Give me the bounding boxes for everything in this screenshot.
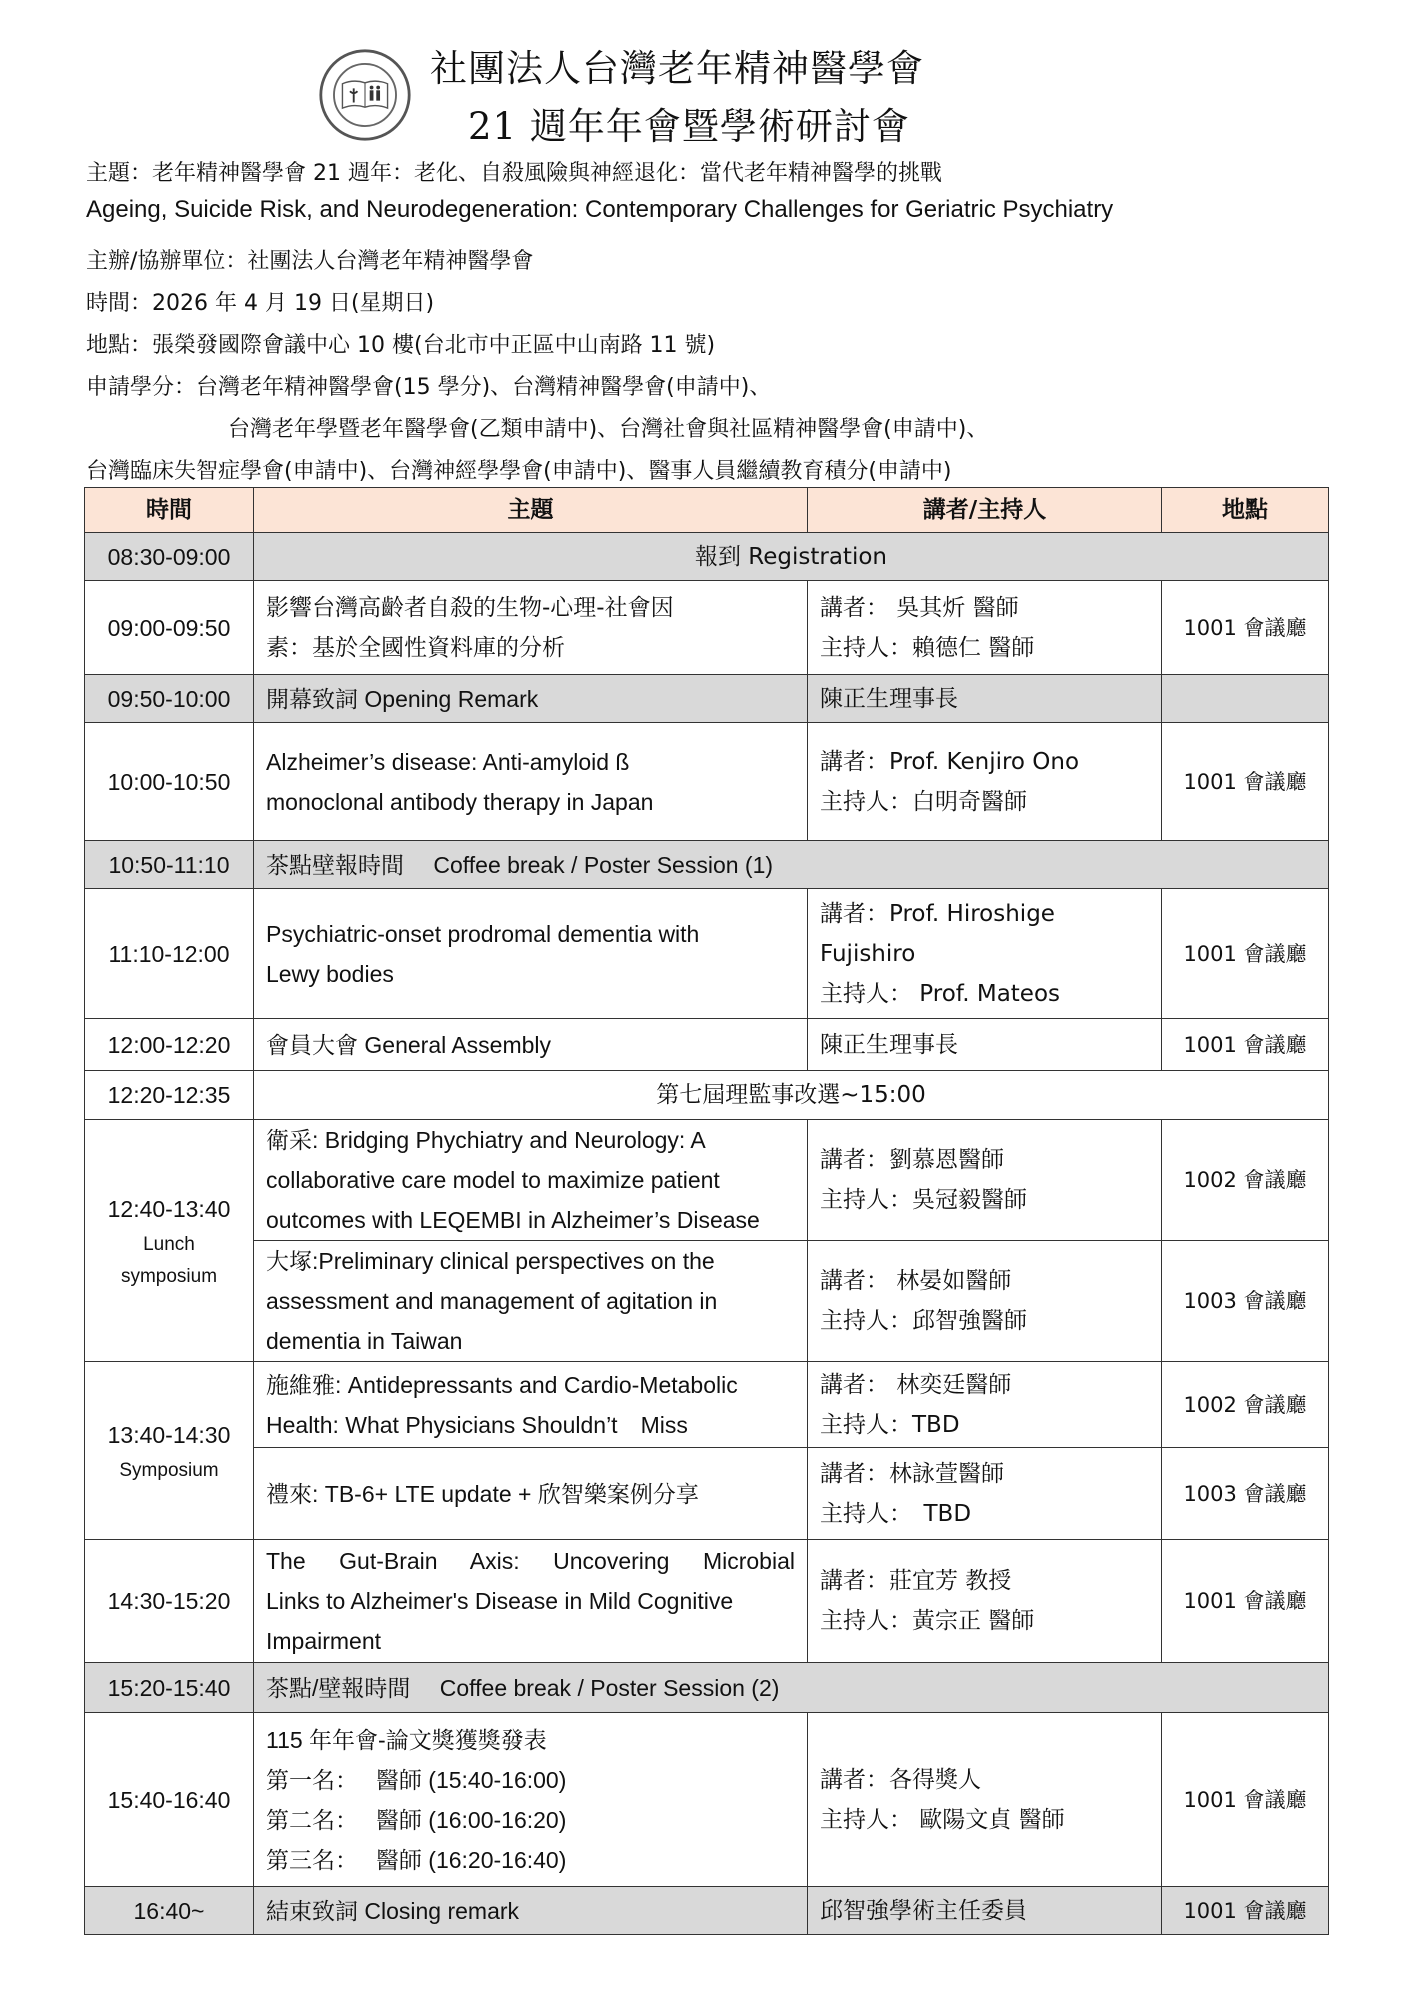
topic-line: 施維雅: Antidepressants and Cardio-Metabolic (266, 1371, 738, 1398)
topic-cell: 報到 Registration (254, 533, 1329, 581)
table-row (85, 675, 1329, 723)
time-range: 12:40-13:40 (107, 1195, 231, 1222)
topic-line: Alzheimer’s disease: Anti-amyloid ß (266, 748, 630, 775)
topic-line: 衛采: Bridging Phychiatry and Neurology: A (266, 1127, 706, 1153)
col-header-topic: 主題 (254, 488, 808, 533)
credits-line-3: 台灣臨床失智症學會(申請中)、台灣神經學學會(申請中)、醫事人員繼續教育積分(申請中) (86, 459, 952, 484)
time-cell: 09:00-09:50 (85, 581, 254, 675)
organizer: 主辦/協辦單位：社團法人台灣老年精神醫學會 (86, 249, 534, 274)
speaker-cell (808, 1448, 1162, 1540)
time-cell: 15:20-15:40 (85, 1663, 254, 1713)
topic-line: monoclonal antibody therapy in Japan (266, 788, 654, 815)
table-row (85, 1019, 1329, 1071)
table-row (85, 1071, 1329, 1120)
location-cell: 1003 會議廳 (1162, 1448, 1329, 1540)
award-third: 第三名： 醫師 (16:20-16:40) (266, 1846, 567, 1873)
speaker: 講者：Prof. Hiroshige (820, 900, 1055, 927)
award-first: 第一名： 醫師 (15:40-16:00) (266, 1766, 567, 1793)
table-header-row (85, 488, 1329, 533)
table-row (85, 533, 1329, 581)
speaker: Fujishiro (820, 940, 916, 967)
time-cell: 12:20-12:35 (85, 1071, 254, 1120)
location-cell: 1001 會議廳 (1162, 581, 1329, 675)
host: 主持人：黃宗正 醫師 (820, 1608, 1035, 1634)
credits-line-1: 申請學分：台灣老年精神醫學會(15 學分)、台灣精神醫學會(申請中)、 (86, 375, 772, 400)
speaker: 講者：Prof. Kenjiro Ono (820, 748, 1080, 775)
topic-line: Psychiatric-onset prodromal dementia with (266, 920, 700, 947)
topic-cell (254, 1120, 808, 1241)
speaker: 講者： 吳其炘 醫師 (820, 594, 1019, 621)
table-row (85, 841, 1329, 889)
topic-line: outcomes with LEQEMBI in Alzheimer’s Disease (266, 1207, 760, 1233)
time-cell: 11:10-12:00 (85, 889, 254, 1019)
speaker-cell (808, 1713, 1162, 1887)
topic-cell: 茶點壁報時間 Coffee break / Poster Session (1) (254, 841, 1329, 889)
col-header-time: 時間 (85, 488, 254, 533)
table-row (85, 1120, 1329, 1241)
speaker-cell (808, 889, 1162, 1019)
speaker-cell: 陳正生理事長 (808, 1019, 1162, 1071)
topic-cell (254, 1362, 808, 1448)
speaker-cell (808, 1362, 1162, 1448)
topic-cell (254, 723, 808, 841)
topic-cell: 開幕致詞 Opening Remark (254, 675, 808, 723)
location-cell: 1001 會議廳 (1162, 1540, 1329, 1663)
time-range: 13:40-14:30 (107, 1421, 231, 1448)
theme-zh: 主題：老年精神醫學會 21 週年：老化、自殺風險與神經退化：當代老年精神醫學的挑戰 (86, 161, 942, 186)
topic-line: 影響台灣高齡者自殺的生物-心理-社會因 (266, 594, 674, 621)
col-header-speaker: 講者/主持人 (808, 488, 1162, 533)
table-row (85, 1448, 1329, 1540)
topic-cell (254, 1241, 808, 1362)
topic-cell: 茶點/壁報時間 Coffee break / Poster Session (2) (254, 1663, 1329, 1713)
society-seal-logo (318, 48, 412, 142)
topic-line: The Gut-Brain Axis: Uncovering Microbial (266, 1548, 795, 1574)
title-line-1: 社團法人台灣老年精神醫學會 (430, 47, 924, 90)
speaker: 講者： 林奕廷醫師 (820, 1371, 1012, 1398)
location-cell: 1003 會議廳 (1162, 1241, 1329, 1362)
topic-line: Lewy bodies (266, 960, 394, 987)
topic-line: 115 年年會-論文獎獲獎發表 (266, 1726, 547, 1753)
table-row (85, 1713, 1329, 1887)
location-cell: 1001 會議廳 (1162, 1019, 1329, 1071)
location-cell (1162, 675, 1329, 723)
location-cell: 1002 會議廳 (1162, 1120, 1329, 1241)
host: 主持人：TBD (820, 1411, 960, 1438)
event-date: 時間：2026 年 4 月 19 日(星期日) (86, 291, 435, 316)
host: 主持人： Prof. Mateos (820, 980, 1061, 1007)
table-row (85, 1241, 1329, 1362)
speaker: 講者：莊宜芳 教授 (820, 1568, 1012, 1594)
table-row (85, 1663, 1329, 1713)
speaker-cell: 陳正生理事長 (808, 675, 1162, 723)
location-cell: 1001 會議廳 (1162, 723, 1329, 841)
topic-cell (254, 1713, 808, 1887)
table-row (85, 889, 1329, 1019)
host: 主持人： 歐陽文貞 醫師 (820, 1806, 1065, 1833)
topic-cell (254, 581, 808, 675)
host: 主持人：邱智強醫師 (820, 1308, 1027, 1334)
topic-cell: 會員大會 General Assembly (254, 1019, 808, 1071)
time-cell: 15:40-16:40 (85, 1713, 254, 1887)
topic-line: Impairment (266, 1628, 382, 1654)
topic-cell (254, 889, 808, 1019)
host: 主持人：白明奇醫師 (820, 788, 1027, 815)
speaker-cell (808, 581, 1162, 675)
speaker: 講者：各得獎人 (820, 1766, 981, 1793)
time-cell: 08:30-09:00 (85, 533, 254, 581)
topic-cell: 禮來: TB-6+ LTE update + 欣智樂案例分享 (254, 1448, 808, 1540)
award-second: 第二名： 醫師 (16:00-16:20) (266, 1806, 567, 1833)
topic-line: assessment and management of agitation in (266, 1288, 718, 1314)
topic-line: 大塚:Preliminary clinical perspectives on the (266, 1248, 715, 1274)
time-cell: 12:00-12:20 (85, 1019, 254, 1071)
table-row (85, 581, 1329, 675)
session-label: symposium (120, 1265, 218, 1287)
speaker-cell (808, 723, 1162, 841)
location-cell: 1001 會議廳 (1162, 1887, 1329, 1935)
topic-cell (254, 1540, 808, 1663)
speaker: 講者： 林晏如醫師 (820, 1268, 1012, 1294)
topic-cell: 第七屆理監事改選~15:00 (254, 1071, 1329, 1120)
time-cell: 10:50-11:10 (85, 841, 254, 889)
time-cell: 14:30-15:20 (85, 1540, 254, 1663)
host: 主持人：賴德仁 醫師 (820, 634, 1035, 661)
col-header-location: 地點 (1162, 488, 1329, 533)
time-cell (85, 1120, 254, 1362)
title-line-2: 21 週年年會暨學術研討會 (468, 105, 910, 148)
topic-line: 素：基於全國性資料庫的分析 (266, 634, 565, 661)
location-cell: 1001 會議廳 (1162, 1713, 1329, 1887)
location-cell: 1001 會議廳 (1162, 889, 1329, 1019)
session-label: Symposium (119, 1459, 219, 1481)
speaker: 講者：劉慕恩醫師 (820, 1147, 1004, 1173)
topic-line: Health: What Physicians Shouldn’t Miss (266, 1411, 688, 1438)
speaker-cell: 邱智強學術主任委員 (808, 1887, 1162, 1935)
table-row (85, 1887, 1329, 1935)
event-venue: 地點：張榮發國際會議中心 10 樓(台北市中正區中山南路 11 號) (86, 333, 716, 358)
topic-line: Links to Alzheimer's Disease in Mild Cognitive (266, 1588, 734, 1614)
topic-line: collaborative care model to maximize patient (266, 1167, 720, 1193)
table-row (85, 1362, 1329, 1448)
speaker: 講者：林詠萱醫師 (820, 1460, 1004, 1487)
topic-cell: 結束致詞 Closing remark (254, 1887, 808, 1935)
host: 主持人：吳冠毅醫師 (820, 1187, 1027, 1213)
topic-line: dementia in Taiwan (266, 1328, 463, 1354)
table-row (85, 1540, 1329, 1663)
speaker-cell (808, 1241, 1162, 1362)
time-cell: 10:00-10:50 (85, 723, 254, 841)
theme-en: Ageing, Suicide Risk, and Neurodegeneration: Contemporary Challenges for Geriatric Psychiatry (86, 196, 1114, 223)
time-cell: 09:50-10:00 (85, 675, 254, 723)
time-cell (85, 1362, 254, 1540)
time-cell: 16:40~ (85, 1887, 254, 1935)
schedule-table (84, 487, 1329, 1935)
host: 主持人： TBD (820, 1500, 972, 1527)
session-label: Lunch (143, 1233, 195, 1255)
speaker-cell (808, 1120, 1162, 1241)
location-cell: 1002 會議廳 (1162, 1362, 1329, 1448)
table-row (85, 723, 1329, 841)
credits-line-2: 台灣老年學暨老年醫學會(乙類申請中)、台灣社會與社區精神醫學會(申請中)、 (228, 417, 989, 442)
speaker-cell (808, 1540, 1162, 1663)
